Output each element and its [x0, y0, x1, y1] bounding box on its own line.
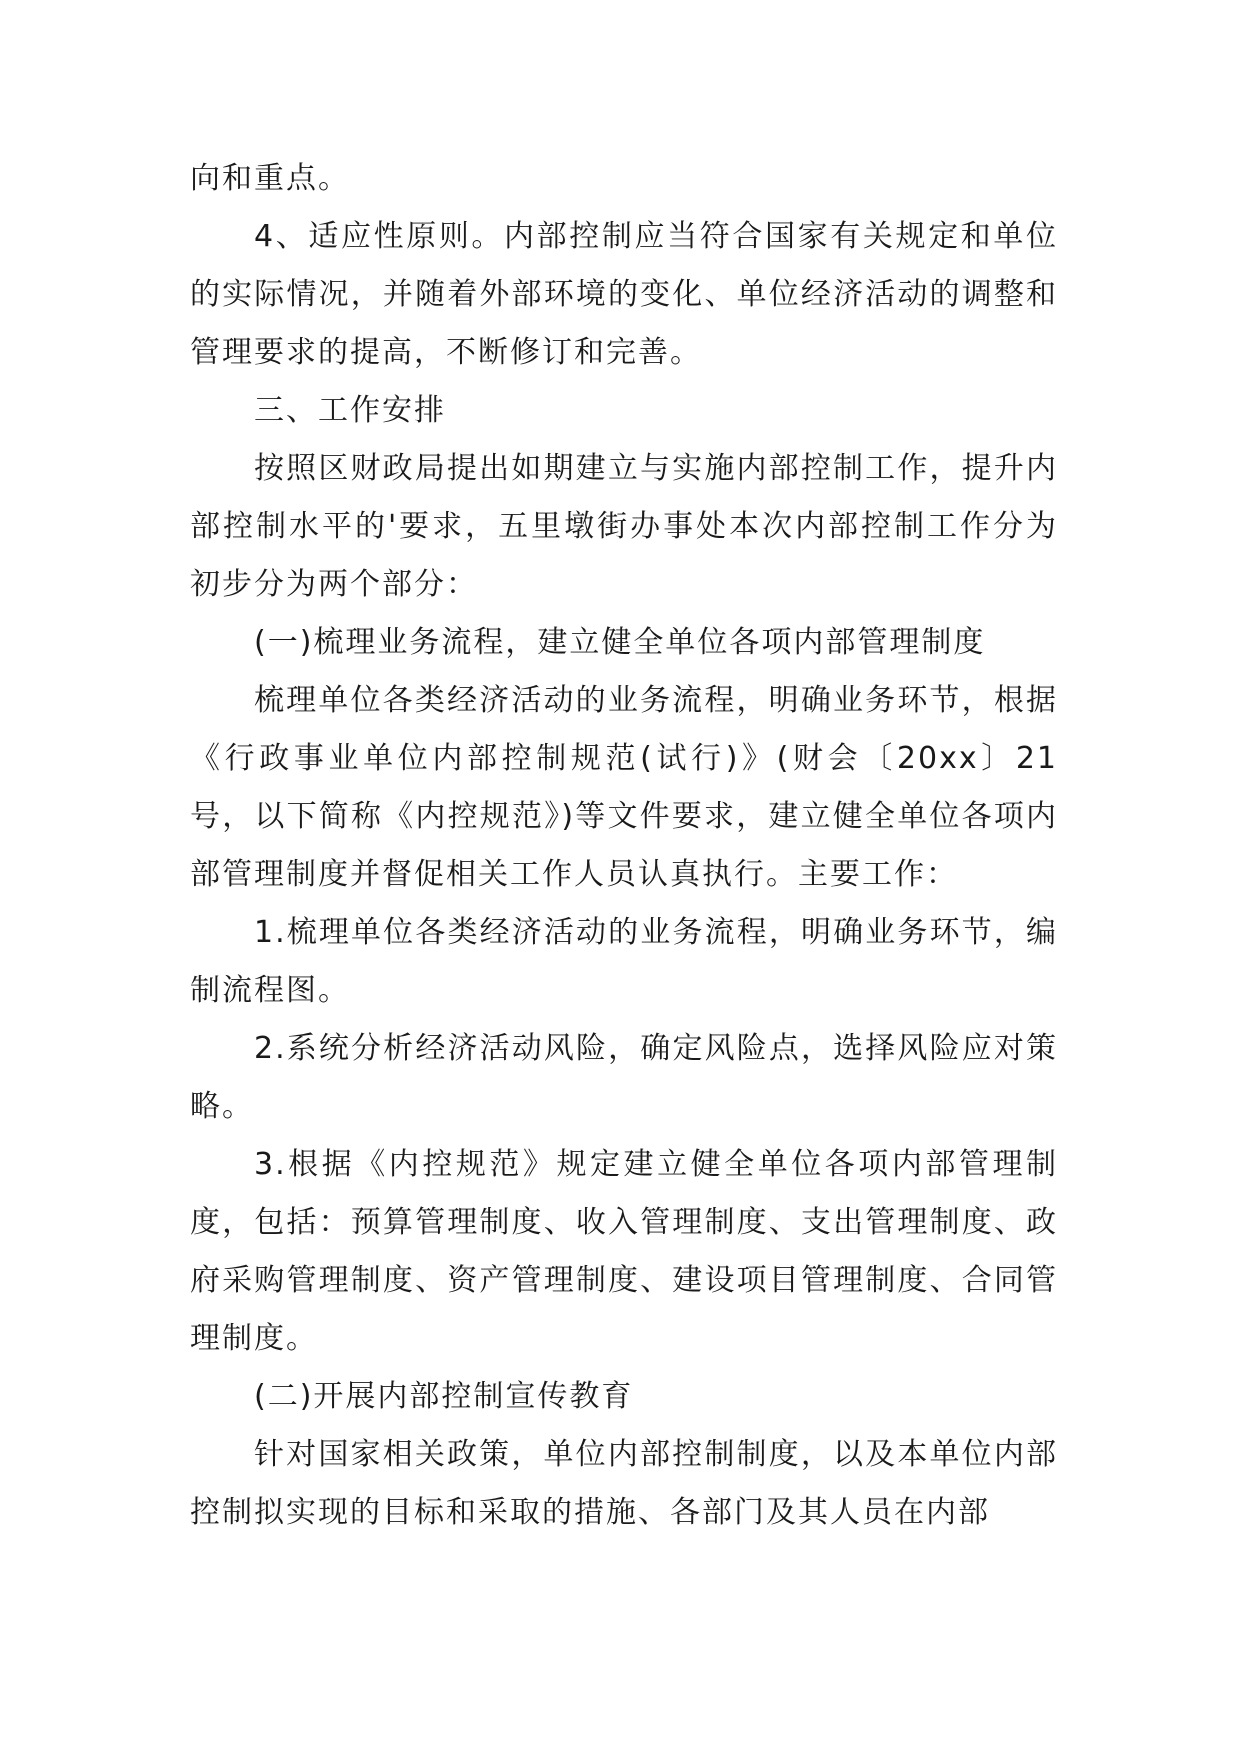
paragraph-adaptability-principle: 4、适应性原则。内部控制应当符合国家有关规定和单位的实际情况，并随着外部环境的变化、单位经济活动的调整和管理要求的提高，不断修订和完善。: [190, 219, 1058, 370]
document-body: [190, 150, 1058, 1542]
subheading-publicity-education: (二)开展内部控制宣传教育: [254, 1379, 634, 1414]
list-item-1: 1.梳理单位各类经济活动的业务流程，明确业务环节，编制流程图。: [190, 915, 1058, 1008]
subheading-business-process: (一)梳理业务流程，建立健全单位各项内部管理制度: [254, 625, 986, 660]
paragraph-work-overview: 按照区财政局提出如期建立与实施内部控制工作，提升内部控制水平的'要求，五里墩街办事处本次内部控制工作分为初步分为两个部分：: [190, 451, 1058, 602]
paragraph-continuation: 向和重点。: [190, 161, 350, 196]
list-item-3: 3.根据《内控规范》规定建立健全单位各项内部管理制度，包括：预算管理制度、收入管理制度、支出管理制度、政府采购管理制度、资产管理制度、建设项目管理制度、合同管理制度。: [190, 1147, 1058, 1356]
paragraph-publicity-education-detail: 针对国家相关政策，单位内部控制制度，以及本单位内部控制拟实现的目标和采取的措施、各部门及其人员在内部: [190, 1437, 1058, 1530]
paragraph-business-process-detail: 梳理单位各类经济活动的业务流程，明确业务环节，根据《行政事业单位内部控制规范(试行)》(财会〔20xx〕21号，以下简称《内控规范》)等文件要求，建立健全单位各项内部管理制度并督促相关工作人员认真执行。主要工作：: [190, 683, 1058, 892]
list-item-2: 2.系统分析经济活动风险，确定风险点，选择风险应对策略。: [190, 1031, 1058, 1124]
section-heading-work-arrangement: 三、工作安排: [254, 393, 446, 428]
